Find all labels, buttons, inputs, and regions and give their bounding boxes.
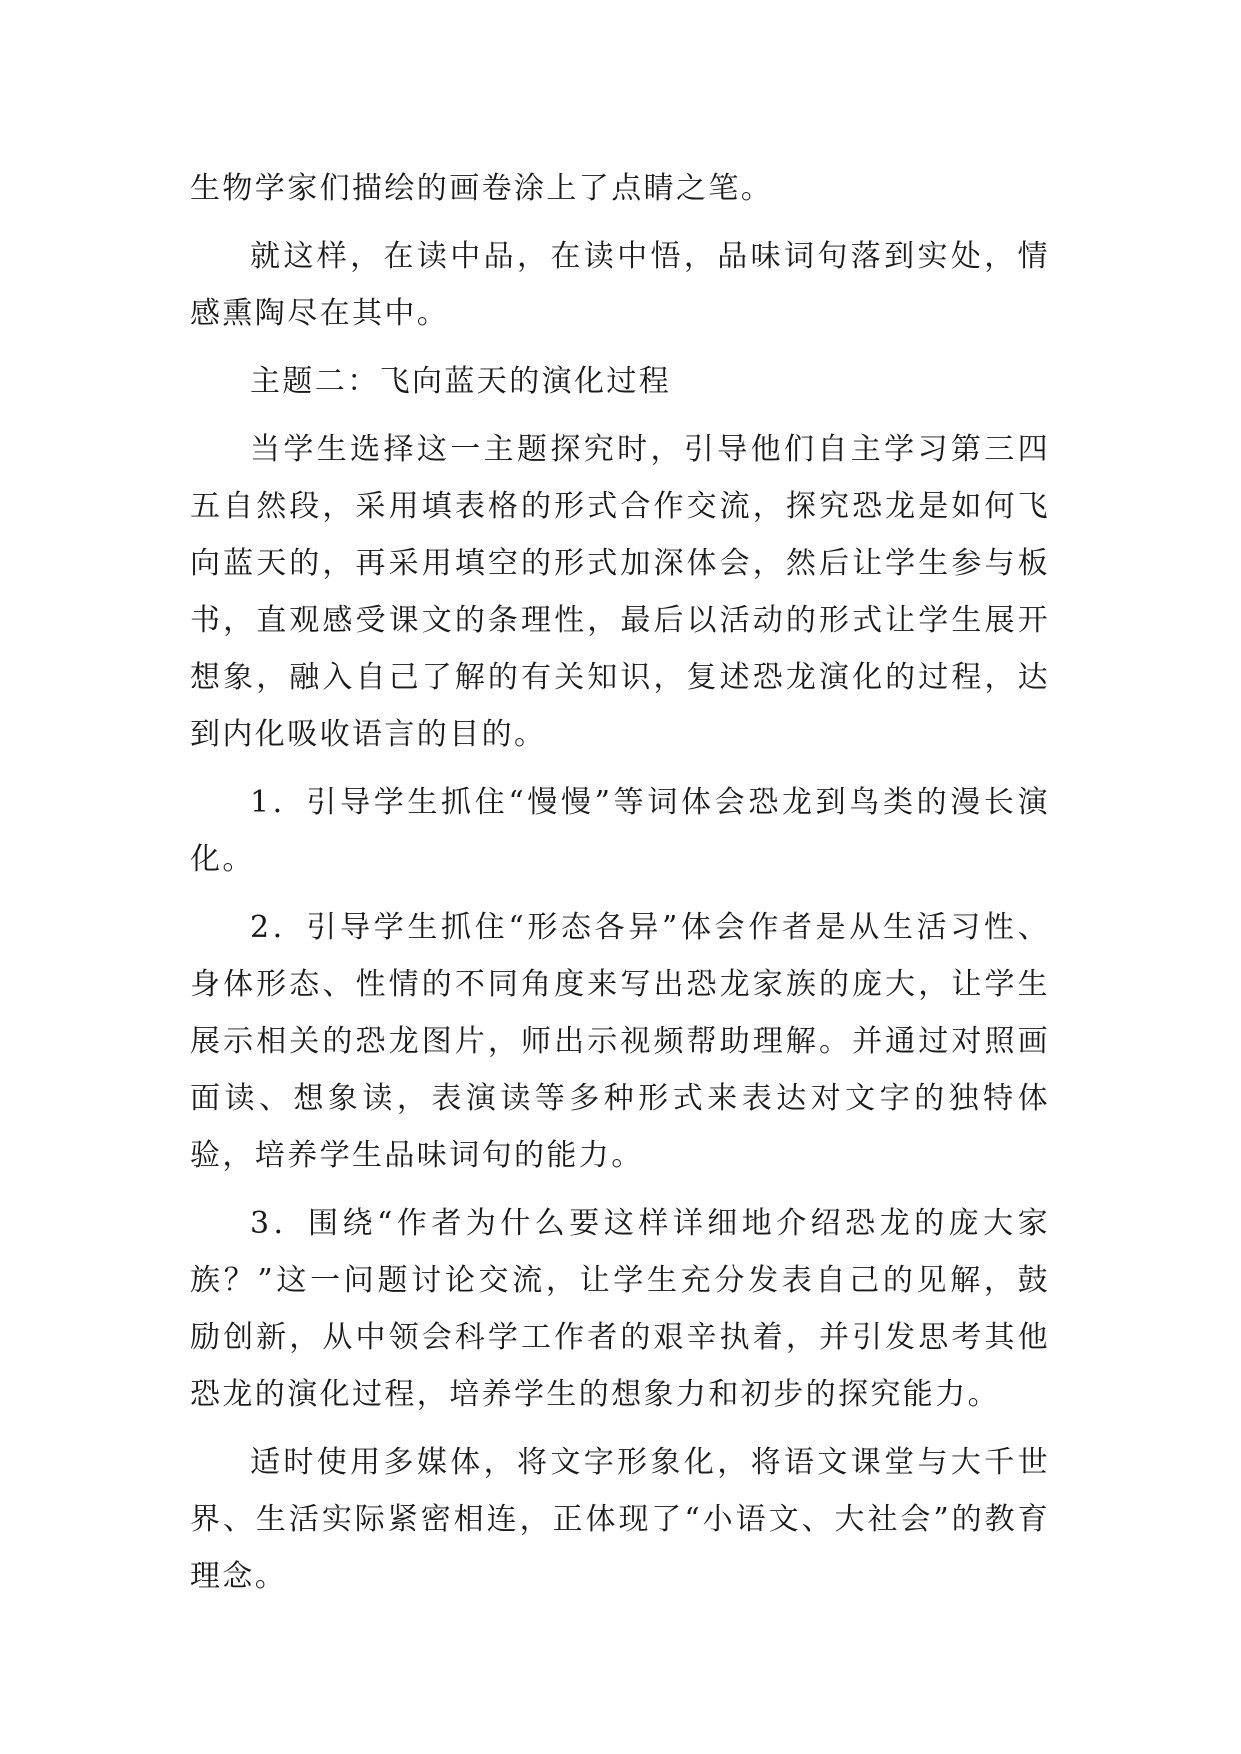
- list-item-2: 2．引导学生抓住“形态各异”体会作者是从生活习性、身体形态、性情的不同角度来写出恐龙家族的庞大，让学生展示相关的恐龙图片，师出示视频帮助理解。并通过对照画面读、想象读，表演读等多种形式来表达对文字的独特体验，培养学生品味词句的能力。: [190, 910, 1050, 1173]
- paragraph-continuation: 生物学家们描绘的画卷涂上了点睛之笔。: [190, 171, 774, 206]
- section-heading-theme-two: 主题二：飞向蓝天的演化过程: [250, 364, 672, 399]
- paragraph-multimedia: 适时使用多媒体，将文字形象化，将语文课堂与大千世界、生活实际紧密相连，正体现了“小语文、大社会”的教育理念。: [190, 1445, 1050, 1594]
- paragraph-theme-two-intro: 当学生选择这一主题探究时，引导他们自主学习第三四五自然段，采用填表格的形式合作交流，探究恐龙是如何飞向蓝天的，再采用填空的形式加深体会，然后让学生参与板书，直观感受课文的条理性，最后以活动的形式让学生展开想象，融入自己了解的有关知识，复述恐龙演化的过程，达到内化吸收语言的目的。: [190, 432, 1050, 752]
- document-page: [190, 160, 1050, 1616]
- paragraph-reading-summary: 就这样，在读中品，在读中悟，品味词句落到实处，情感熏陶尽在其中。: [190, 239, 1050, 331]
- list-item-3: 3．围绕“作者为什么要这样详细地介绍恐龙的庞大家族？”这一问题讨论交流，让学生充分发表自己的见解，鼓励创新，从中领会科学工作者的艰辛执着，并引发思考其他恐龙的演化过程，培养学生的想象力和初步的探究能力。: [190, 1206, 1050, 1412]
- list-item-1: 1．引导学生抓住“慢慢”等词体会恐龙到鸟类的漫长演化。: [190, 785, 1050, 877]
